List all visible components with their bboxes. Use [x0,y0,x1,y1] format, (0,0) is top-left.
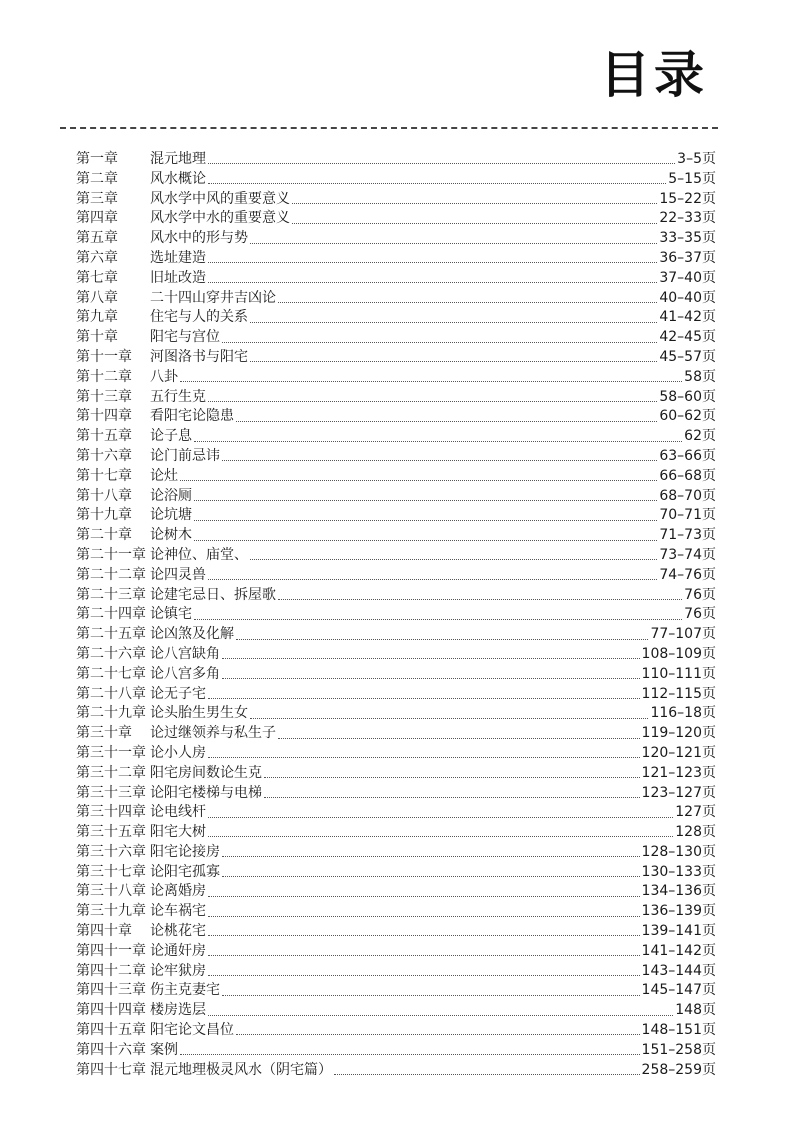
chapter-title: 论浴厕 [150,487,192,504]
dot-leader [194,441,682,442]
page-range: 60–62页 [659,408,716,425]
page-range: 63–66页 [659,447,716,464]
chapter-number: 第二十三章 [76,586,146,603]
chapter-title: 看阳宅论隐患 [150,408,234,425]
toc-entry [76,249,716,269]
toc-entry [76,526,716,546]
toc-entry [76,665,716,685]
chapter-number: 第三十九章 [76,903,146,920]
chapter-title: 论车祸宅 [150,903,206,920]
chapter-number: 第三十三章 [76,784,146,801]
chapter-title: 论牢狱房 [150,962,206,979]
toc-entry [76,645,716,665]
toc-entry [76,625,716,645]
dot-leader [278,302,657,303]
toc-entry [76,1021,716,1041]
page-range: 108–109页 [641,645,716,662]
dot-leader [208,163,675,164]
toc-entry [76,902,716,922]
chapter-number: 第二十章 [76,527,132,544]
toc-entry [76,942,716,962]
chapter-number: 第十一章 [76,348,132,365]
dot-leader [222,460,657,461]
dot-leader [250,718,648,719]
dot-leader [208,579,657,580]
page-range: 15–22页 [659,190,716,207]
chapter-title: 阳宅大树 [150,824,206,841]
chapter-number: 第四十六章 [76,1041,146,1058]
chapter-title: 论过继领养与私生子 [150,725,276,742]
dot-leader [208,757,640,758]
chapter-number: 第三十一章 [76,744,146,761]
chapter-title: 论无子宅 [150,685,206,702]
chapter-title: 伤主克妻宅 [150,982,220,999]
page-range: 73–74页 [659,546,716,563]
dot-leader [208,817,673,818]
page-range: 68–70页 [659,487,716,504]
dot-leader [208,836,673,837]
toc-entry [76,388,716,408]
dot-leader [180,1054,640,1055]
dot-leader [208,955,640,956]
toc-entry [76,784,716,804]
toc-entry [76,863,716,883]
dot-leader [250,559,657,560]
dot-leader [250,243,657,244]
chapter-number: 第十四章 [76,408,132,425]
toc-entry [76,922,716,942]
chapter-title: 阳宅与宫位 [150,329,220,346]
chapter-number: 第一章 [76,151,118,167]
page-range: 76页 [684,606,716,623]
chapter-number: 第四章 [76,210,118,227]
table-of-contents [76,150,716,1080]
chapter-number: 第三十七章 [76,863,146,880]
dot-leader [222,856,640,857]
page-range: 116–18页 [650,705,716,722]
chapter-number: 第三十八章 [76,883,146,900]
dot-leader [208,916,640,917]
dot-leader [194,540,657,541]
dot-leader [208,896,640,897]
page-range: 33–35页 [659,230,716,247]
chapter-number: 第四十三章 [76,982,146,999]
page-range: 36–37页 [659,249,716,266]
chapter-number: 第七章 [76,269,118,286]
dot-leader [292,223,657,224]
chapter-number: 第十七章 [76,467,132,484]
chapter-title: 阳宅论文昌位 [150,1022,234,1039]
toc-entry [76,447,716,467]
dot-leader [222,876,640,877]
page-range: 70–71页 [659,507,716,524]
toc-entry [76,229,716,249]
chapter-number: 第十六章 [76,447,132,464]
chapter-title: 楼房选层 [150,1002,206,1019]
toc-entry [76,586,716,606]
chapter-number: 第三十六章 [76,843,146,860]
chapter-title: 论八宫多角 [150,665,220,682]
page-range: 42–45页 [659,329,716,346]
chapter-title: 住宅与人的关系 [150,309,248,326]
page-range: 151–258页 [641,1041,716,1058]
page-range: 74–76页 [659,566,716,583]
dot-leader [222,678,640,679]
chapter-number: 第四十七章 [76,1061,146,1078]
page-range: 76页 [684,586,716,603]
toc-entry [76,407,716,427]
toc-entry [76,605,716,625]
page-range: 37–40页 [659,269,716,286]
page-range: 3–5页 [677,151,716,167]
toc-entry [76,368,716,388]
toc-entry [76,962,716,982]
chapter-title: 论头胎生男生女 [150,705,248,722]
chapter-number: 第二十九章 [76,705,146,722]
chapter-number: 第八章 [76,289,118,306]
toc-entry [76,764,716,784]
toc-entry [76,289,716,309]
chapter-title: 论灶 [150,467,178,484]
chapter-title: 论子息 [150,428,192,445]
chapter-title: 风水学中水的重要意义 [150,210,290,227]
chapter-title: 论凶煞及化解 [150,626,234,643]
dot-leader [236,639,648,640]
page-range: 40–40页 [659,289,716,306]
dot-leader [334,1074,640,1075]
toc-entry [76,981,716,1001]
chapter-title: 论电线杆 [150,804,206,821]
chapter-number: 第三十四章 [76,804,146,821]
chapter-title: 论建宅忌日、拆屋歌 [150,586,276,603]
dot-leader [194,500,657,501]
chapter-title: 阳宅论接房 [150,843,220,860]
chapter-title: 论阳宅孤寡 [150,863,220,880]
toc-entry [76,190,716,210]
page-range: 62页 [684,428,716,445]
toc-entry [76,546,716,566]
chapter-number: 第二十七章 [76,665,146,682]
dot-leader [194,520,657,521]
page-title: 目录 [600,46,708,104]
page-range: 127页 [675,804,716,821]
dot-leader [264,797,640,798]
chapter-number: 第二章 [76,170,118,187]
toc-entry [76,1061,716,1081]
chapter-title: 论门前忌讳 [150,447,220,464]
chapter-number: 第四十一章 [76,942,146,959]
page-range: 58–60页 [659,388,716,405]
dot-leader [208,262,657,263]
page-range: 148页 [675,1002,716,1019]
chapter-title: 阳宅房间数论生克 [150,764,262,781]
toc-entry [76,724,716,744]
chapter-number: 第五章 [76,230,118,247]
chapter-number: 第二十二章 [76,566,146,583]
chapter-number: 第二十八章 [76,685,146,702]
chapter-title: 案例 [150,1041,178,1058]
page-range: 71–73页 [659,527,716,544]
page-range: 110–111页 [641,665,716,682]
page-range: 66–68页 [659,467,716,484]
page-range: 134–136页 [641,883,716,900]
chapter-number: 第十二章 [76,368,132,385]
page-range: 136–139页 [641,903,716,920]
chapter-title: 风水概论 [150,170,206,187]
page-range: 77–107页 [650,626,716,643]
page-range: 145–147页 [641,982,716,999]
chapter-number: 第二十六章 [76,645,146,662]
toc-entry [76,506,716,526]
page-range: 119–120页 [641,725,716,742]
toc-entry [76,348,716,368]
chapter-title: 八卦 [150,368,178,385]
toc-entry [76,209,716,229]
toc-entry [76,427,716,447]
chapter-number: 第四十章 [76,923,132,940]
chapter-title: 五行生克 [150,388,206,405]
chapter-title: 论四灵兽 [150,566,206,583]
page-range: 130–133页 [641,863,716,880]
dot-leader [208,183,666,184]
chapter-number: 第三十五章 [76,824,146,841]
chapter-title: 选址建造 [150,249,206,266]
chapter-number: 第九章 [76,309,118,326]
chapter-title: 论镇宅 [150,606,192,623]
page-range: 258–259页 [641,1061,716,1078]
page-range: 22–33页 [659,210,716,227]
chapter-title: 风水学中风的重要意义 [150,190,290,207]
chapter-title: 论神位、庙堂、 [150,546,248,563]
page-range: 112–115页 [641,685,716,702]
page-range: 128–130页 [641,843,716,860]
dot-leader [208,975,640,976]
toc-entry [76,170,716,190]
chapter-title: 二十四山穿井吉凶论 [150,289,276,306]
chapter-number: 第四十五章 [76,1022,146,1039]
chapter-number: 第十五章 [76,428,132,445]
dot-leader [278,599,682,600]
page-range: 148–151页 [641,1022,716,1039]
page-range: 141–142页 [641,942,716,959]
toc-entry [76,269,716,289]
chapter-title: 论八宫缺角 [150,645,220,662]
dot-leader [250,322,657,323]
dot-leader [208,698,640,699]
page-range: 139–141页 [641,923,716,940]
dot-leader [222,995,640,996]
chapter-title: 河图洛书与阳宅 [150,348,248,365]
dot-leader [208,1015,673,1016]
chapter-number: 第十章 [76,329,118,346]
page-range: 5–15页 [668,170,716,187]
dot-leader [264,777,640,778]
chapter-title: 论树木 [150,527,192,544]
page-range: 45–57页 [659,348,716,365]
chapter-number: 第六章 [76,249,118,266]
dot-leader [278,738,640,739]
chapter-title: 论阳宅楼梯与电梯 [150,784,262,801]
dot-leader [208,935,640,936]
chapter-title: 旧址改造 [150,269,206,286]
chapter-title: 论通奸房 [150,942,206,959]
chapter-number: 第四十二章 [76,962,146,979]
chapter-number: 第二十四章 [76,606,146,623]
dot-leader [208,401,657,402]
page-range: 143–144页 [641,962,716,979]
chapter-number: 第二十五章 [76,626,146,643]
toc-entry [76,308,716,328]
dot-leader [236,1034,640,1035]
chapter-title: 混元地理 [150,151,206,167]
toc-entry [76,685,716,705]
dot-leader [194,619,682,620]
page-range: 128页 [675,824,716,841]
chapter-number: 第十九章 [76,507,132,524]
page-range: 120–121页 [641,744,716,761]
dot-leader [236,421,657,422]
page-range: 121–123页 [641,764,716,781]
toc-entry [76,1041,716,1061]
chapter-number: 第三十二章 [76,764,146,781]
dot-leader [292,203,657,204]
dot-leader [208,282,657,283]
chapter-number: 第三十章 [76,725,132,742]
page-range: 58页 [684,368,716,385]
toc-entry [76,882,716,902]
dot-leader [250,361,657,362]
toc-entry [76,566,716,586]
toc-entry [76,744,716,764]
chapter-number: 第三章 [76,190,118,207]
toc-entry [76,803,716,823]
toc-entry [76,704,716,724]
chapter-number: 第四十四章 [76,1002,146,1019]
title-divider [60,127,718,129]
chapter-title: 论坑塘 [150,507,192,524]
page-range: 123–127页 [641,784,716,801]
chapter-title: 论桃花宅 [150,923,206,940]
chapter-number: 第十三章 [76,388,132,405]
toc-entry [76,843,716,863]
page-range: 41–42页 [659,309,716,326]
toc-entry [76,328,716,348]
chapter-title: 混元地理极灵风水（阴宅篇） [150,1061,332,1078]
chapter-title: 论离婚房 [150,883,206,900]
toc-entry [76,487,716,507]
dot-leader [180,480,657,481]
toc-entry [76,467,716,487]
toc-entry [76,823,716,843]
dot-leader [180,381,682,382]
chapter-title: 风水中的形与势 [150,230,248,247]
dot-leader [222,658,640,659]
dot-leader [222,342,657,343]
chapter-title: 论小人房 [150,744,206,761]
chapter-number: 第二十一章 [76,546,146,563]
toc-entry [76,150,716,170]
chapter-number: 第十八章 [76,487,132,504]
toc-entry [76,1001,716,1021]
